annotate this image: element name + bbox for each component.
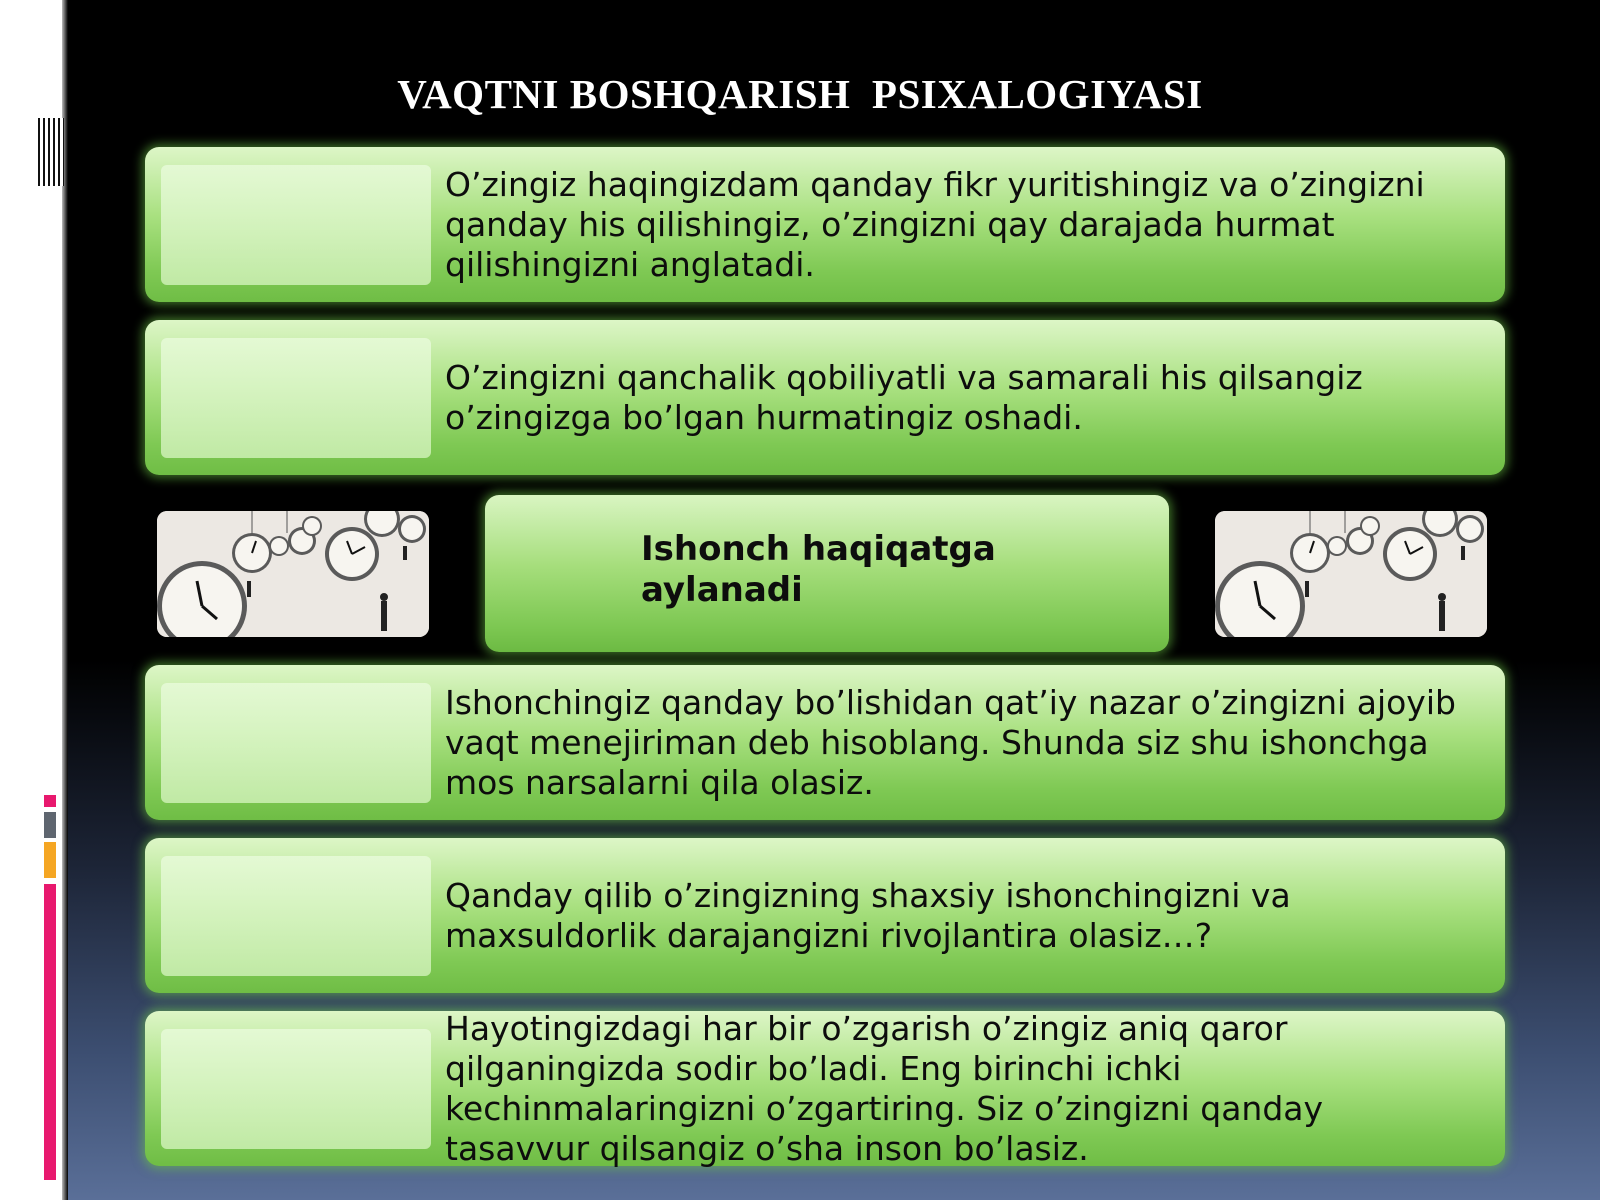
accent-stripe-orange: [44, 842, 56, 878]
card-text: O’zingiz haqingizdam qanday fikr yuritishingiz va o’zingizni qanday his qilishingiz, o’zingizni qay darajada hurmat qilishingizni anglatadi.: [445, 164, 1425, 284]
clocks-image-right: [1215, 511, 1487, 637]
card-text: Qanday qilib o’zingizning shaxsiy ishonchingizni va maxsuldorlik darajangizni rivojlantira olasiz…?: [445, 875, 1291, 955]
center-card-text: Ishonch haqiqatga aylanadi: [641, 529, 996, 610]
text-card-1: [145, 147, 1505, 302]
card-text: Ishonchingiz qanday bo’lishidan qat’iy nazar o’zingizni ajoyib vaqt menejiriman deb hisoblang. Shunda siz shu ishonchga mos narsalarni qila olasiz.: [445, 682, 1456, 802]
card-placeholder: [161, 1029, 431, 1149]
card-text: O’zingizni qanchalik qobiliyatli va samarali his qilsangiz o’zingizga bo’lgan hurmatingiz oshadi.: [445, 357, 1363, 437]
card-placeholder: [161, 338, 431, 458]
card-placeholder: [161, 856, 431, 976]
accent-stripe-gray: [44, 812, 56, 838]
barcode-decoration: [38, 118, 64, 186]
card-placeholder: [161, 683, 431, 803]
card-placeholder: [161, 165, 431, 285]
text-card-2: [145, 320, 1505, 475]
slide-title: VAQTNI BOSHQARISH PSIXALOGIYASI: [397, 71, 1203, 117]
text-card-3: [145, 665, 1505, 820]
accent-stripe-pink: [44, 884, 56, 1180]
card-text: Hayotingizdagi har bir o’zgarish o’zingiz aniq qaror qilganingizda sodir bo’ladi. Eng birinchi ichki kechinmalaringizni o’zgartiring. Siz o’zingizni qanday tasavvur qilsangiz o’sha inson bo’lasiz.: [445, 1008, 1324, 1168]
text-card-5: [145, 1008, 1505, 1168]
clocks-image-left: [157, 511, 429, 637]
text-card-4: [145, 838, 1505, 993]
accent-stripe-pink-top: [44, 795, 56, 807]
center-card: [485, 495, 1169, 652]
